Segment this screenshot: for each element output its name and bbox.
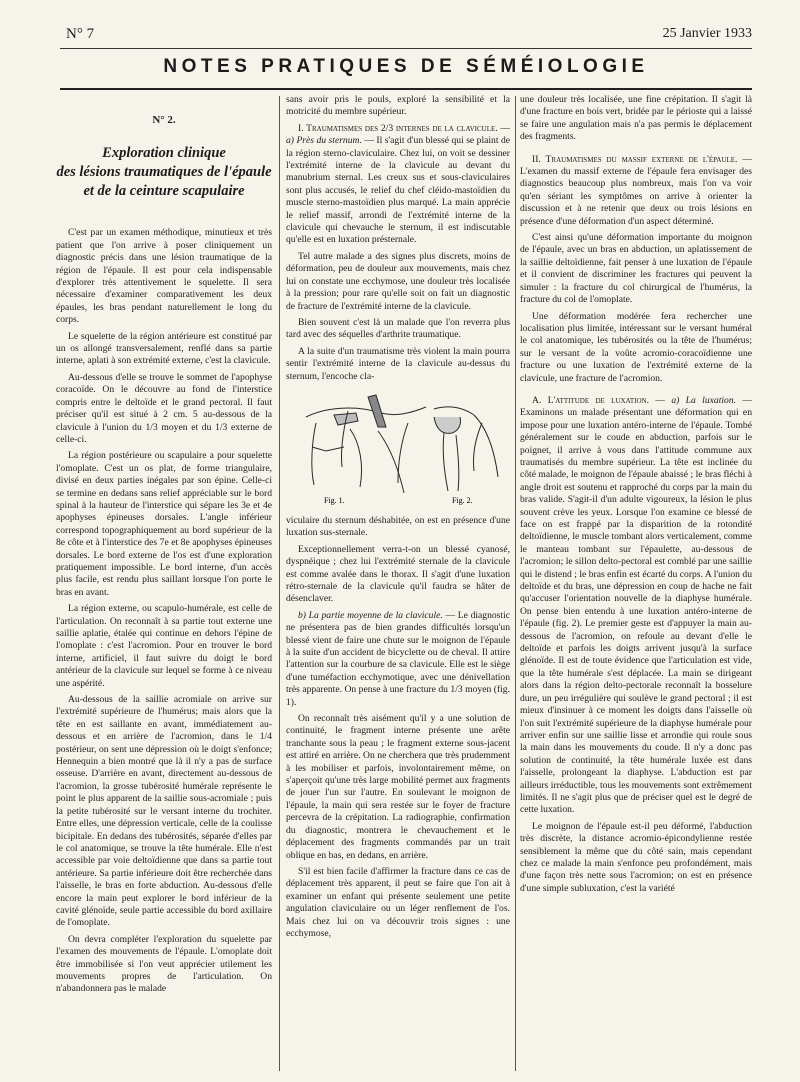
subsection-heading: b) La partie moyenne de la clavicule. — [298, 609, 443, 621]
section-paragraph: II. Traumatismes du massif externe de l'épaule. — L'examen du massif externe de l'épaule fera envisager des diagnostics beaucoup plus nombreux, mais l'on va voir qu'en sériant les symptômes on arrive à orienter la discussion et à ne retenir que deux ou trois lésions en présence d'une déformation d'un aspect déterminé. — [520, 153, 752, 227]
column-2 — [286, 94, 510, 1069]
paragraph: Au-dessous d'elle se trouve le sommet de l'apophyse coracoïde. On le découvre au fond de l'interstice compris entre le deltoïde et le grand pectoral. Il faut préciser qu'il est situé à 2 cm. 5 au-dessous de la clavicule à l'union du 1/3 moyen et du 1/3 externe de celle-ci. — [56, 371, 272, 445]
paragraph: La région postérieure ou scapulaire a pour squelette l'omoplate. C'est un os plat, de forme triangulaire, divisé en deux parties inégales par son épine. Celle-ci se termine en dedans sans relief appréciable sur le bord spinal à la hauteur de l'interstice qui sépare les 3e et 4e apophyses épineuses dorsales. L'angle inférieur correspond topographiquement au bord supérieur de la 8e côte et à l'interstice des 7e et 8e apophyses épineuses dorsales. Le bord externe de l'os est d'une exploration pratiquement impossible. Le bord interne, d'un accès plus facile, est rendu plus saillant lorsque l'on porte le bras en avant. — [56, 450, 272, 598]
paragraph: A la suite d'un traumatisme très violent la main pourra sentir l'extrémité interne de la clavicule au-dessus du sternum, l'encoche cla- — [286, 345, 510, 382]
paragraph: On devra compléter l'exploration du squelette par l'examen des mouvements de l'épaule. L'omoplate doit être immobilisée si l'on veut apprécier utilement les mouvements propres de l'articulation. On n'abandonnera pas le malade — [56, 933, 272, 995]
paragraph-text: Il s'agit d'un blessé qui se plaint de la région sterno-claviculaire. Chez lui, on voit se dessiner l'extrémité interne de la clavicule au devant du manubrium sternal. Les creux sus et sous-claviculaires sont plus accusés, le relief du chef cléido-mastoïdien du muscle sterno-mastoïdien plus marqué. La main apprécie le relief massif, arrondi de l'extrémité interne de la clavicule qui chevauche le sternum, il est indiscutable qu'elle est en luxation présternale. — [286, 135, 510, 246]
figure-1-drawing — [306, 395, 426, 493]
paragraph: On reconnaît très aisément qu'il y a une solution de continuité, le fragment interne présente une arête tranchante sous la peau ; le fragment externe sous-jacent est attiré en arrière. On ne cherchera que très prudemment à les mobiliser et parfois, involontairement même, on s'aperçoit qu'une très large mobilité permet aux fragments de jouer l'un sur l'autre. En soulevant le moignon de l'épaule, la main qui sera restée sur le foyer de fracture percevra de la crépitation. La radiographie, confirmation du diagnostic, montrera le chevauchement et le déplacement des fragments commandés par un trait oblique en bas, en dedans, en arrière. — [286, 713, 510, 861]
subsection-heading: a) La luxation. — [671, 394, 737, 406]
column-1 — [56, 94, 272, 1069]
paragraph: viculaire du sternum déshabitée, on est en présence d'une luxation sus-sternale. — [286, 514, 510, 539]
section-heading: A. L'attitude de luxation. — [532, 394, 649, 406]
section-paragraph: I. Traumatismes des 2/3 internes de la clavicule. — a) Près du sternum. — Il s'agit d'un blessé qui se plaint de la région sterno-claviculaire. Chez lui, on voit se dessiner l'extrémité interne de la clavicule au devant du manubrium sternal. Les creux sus et sous-claviculaires sont plus accusés, le relief du chef cléido-mastoïdien du muscle sterno-mastoïdien plus marqué. La main apprécie le relief massif, arrondi de l'extrémité interne de la clavicule qui chevauche le sternum, il est indiscutable qu'elle est en luxation présternale. — [286, 122, 510, 246]
paragraph: Bien souvent c'est là un malade que l'on reverra plus tard avec des séquelles d'arthrite traumatique. — [286, 316, 510, 341]
paragraph: une douleur très localisée, une fine crépitation. Il s'agit là d'une fracture en bois vert, bridée par le périoste qui a laissé se faire une angulation mais n'a pas permis le déplacement des fragments. — [520, 94, 752, 143]
column-divider — [279, 96, 280, 1071]
title-line: et de la ceinture scapulaire — [83, 183, 245, 200]
paragraph-text: L'examen du massif externe de l'épaule fera envisager des diagnostics beaucoup plus nombreux, mais l'on va voir qu'en sériant les symptômes on arrive à orienter la discussion et à ne retenir que deux ou trois lésions en présence d'une déformation d'un aspect déterminé. — [520, 166, 752, 227]
paragraph: C'est ainsi qu'une déformation importante du moignon de l'épaule, avec un bras en abduction, un aplatissement de la saillie deltoïdienne, fait penser à une luxation de l'épaule et il convient de discriminer les fractures qui peuvent la simuler : la fracture du col chirurgical de l'humérus, la fracture du col de l'omoplate. — [520, 232, 752, 306]
title-line: des lésions traumatiques de l'épaule — [56, 164, 272, 181]
header-rule — [60, 48, 752, 49]
article-title — [56, 144, 272, 201]
paragraph: Exceptionnellement verra-t-on un blessé cyanosé, dyspnéique ; chez lui l'extrémité sternale de la clavicule est comme avalée dans le thorax. Il s'agit d'une luxation rétro-sternale de la clavicule qu'il faudra se hâter de désenclaver. — [286, 543, 510, 605]
paragraph: Le squelette de la région antérieure est constitué par un os allongé transversalement, renflé dans sa partie interne, aplati à son extrémité externe, c'est la clavicule. — [56, 330, 272, 367]
section-paragraph: A. L'attitude de luxation. — a) La luxation. — Examinons un malade présentant une déformation qui en impose pour une luxation antéro-interne de l'épaule. Tombé généralement sur le coude en abduction, parfois sur le poignet, il arrive à vous dans l'attitude commune aux traumatisés du membre supérieur. La tête est inclinée du côté malade, le moignon de l'épaule abaissé ; le bras fléchi à angle droit est soutenu et rapproché du corps par la main du bras valide. S'agit-il d'un adulte vigoureux, la lésion le plus souvent crève les yeux. Lorsque l'on examine ce blessé de face on est frappé par la disparition de la rotondité deltoïdienne, le muscle tombant alors verticalement, comme le manteau tombant sur l'épaulette, au-dessous de l'acromion; le sillon delto-pectoral est comblé par une saillie qui le distend ; le bras enfin est écarté du corps. A l'union du deltoïde et du bras, une dépression en coup de hache ne fait qu'accuser l'orientation nouvelle de la diaphyse humérale. On pense bien entendu à une luxation antéro-interne de l'épaule (fig. 2). Le premier geste est d'appuyer la main au-dessous de l'acromion, on refoule au devant d'elle le deltoïde et parfois les doigts arrivent jusqu'à la surface glénoïde. Il est de toute évidence que l'articulation est vide, que la tête humérale s'est déplacée. La main se dirigeant alors dans la région delto-pectorale reconnaît la bosselure dure, un peu irrégulière qui soulève le grand pectoral ; il est mieux d'insinuer à ce moment les doigts dans l'aisselle où l'on suit l'extrémité supérieure de la diaphyse humérale pour arriver enfin sur une saillie lisse et arrondie qui roule sous la main dans les mouvements du coude. Il n'y a donc pas solution de continuité, la tête humérale luxée est dans l'aisselle, prolongeant la diaphyse. L'abduction est par ailleurs irréductible, tous les mouvements sont extrêmement limités. Il ne s'agit plus que de préciser quel est le degré de cette luxation. — [520, 394, 752, 816]
section-heading: II. Traumatismes du massif externe de l'épaule. — [532, 153, 738, 165]
section-banner: NOTES PRATIQUES DE SÉMÉIOLOGIE — [163, 56, 649, 77]
title-line: Exploration clinique — [102, 145, 226, 162]
section-paragraph: b) La partie moyenne de la clavicule. — Le diagnostic ne présentera pas de bien grandes difficultés lorsqu'un blessé vient de faire une chute sur le moignon de l'épaule à la suite d'un accident de bicyclette ou de cheval. Il attire l'attention sur la courbure de sa clavicule. Elle est le siège d'une tuméfaction ecchymotique, avec une dénivellation très apparente. On pense à une fracture du 1/3 moyen (fig. 1). — [286, 609, 510, 708]
issue-date: 25 Janvier 1933 — [662, 26, 752, 41]
subsection-heading: a) Près du sternum. — [286, 135, 362, 147]
paragraph: Au-dessous de la saillie acromiale on arrive sur l'extrémité supérieure de l'humérus; mais alors que la tête en est saillante en avant, immédiatement au-dessous et en arrière de l'acromion, dans le 1/4 postérieur, on sent une dépression où le doigt s'enfonce; Hennequin a bien montré que là il n'y a pas de surface osseuse. D'arrière en avant, directement au-dessous de l'acromion, la grosse tubérosité humérale représente le point le plus apparent de la saillie sous-acromiale ; puis la petite tubérosité sur le versant interne du trochiter. Entre elles, une dépression verticale, celle de la coulisse bicipitale. En dedans des tubérosités, séparée d'elles par le col anatomique, se trouve la tête humérale. Elle n'est accessible par voie deltoïdienne que dans sa partie tout antérieure. Sa partie inférieure doit être recherchée dans l'aisselle, le bras en forte abduction. Au-dessous d'elle encore la main peut explorer le bord inférieur de la cavité glénoïde, seule partie accessible du bord axillaire de l'omoplate. — [56, 694, 272, 929]
column-divider — [515, 96, 516, 1071]
paragraph: C'est par un examen méthodique, minutieux et très patient que l'on arrive à poser cliniquement un diagnostic précis dans une lésion traumatique de la région de l'épaule. Il est pour cela indispensable d'explorer très attentivement le squelette. Il sera nécessaire d'examiner comparativement les deux épaules, les bras pendant naturellement le long du corps. — [56, 227, 272, 326]
anatomy-figures — [286, 387, 510, 509]
paragraph-text: Le diagnostic ne présentera pas de bien grandes difficultés lorsqu'un blessé vient de faire une chute sur le moignon de l'épaule à la suite d'un accident de bicyclette ou de cheval. Il attire l'attention sur la courbure de sa clavicule. Elle est le siège d'une tuméfaction ecchymotique, avec une dénivellation très apparente. On pense à une fracture du 1/3 moyen (fig. 1). — [286, 609, 510, 708]
paragraph-text: Examinons un malade présentant une déformation qui en impose pour une luxation antéro-interne de l'épaule. Tombé généralement sur le coude en abduction, parfois sur le poignet, il arrive à vous dans l'attitude commune aux traumatisés du membre supérieur. La tête est inclinée du côté malade, le moignon de l'épaule abaissé ; le bras fléchi à angle droit est soutenu et rapproché du corps par la main du bras valide. S'agit-il d'un adulte vigoureux, la lésion le plus souvent crève les yeux. Lorsque l'on examine ce blessé de face on est frappé par la disparition de la rotondité deltoïdienne, le muscle tombant alors verticalement, comme le manteau tombant sur l'épaulette, au-dessous de l'acromion; le sillon delto-pectoral est comblé par une saillie qui le distend ; le bras enfin est écarté du corps. A l'union du deltoïde et du bras, une dépression en coup de hache ne fait qu'accuser l'orientation nouvelle de la diaphyse humérale. On pense bien entendu à une luxation antéro-interne de l'épaule (fig. 2). Le premier geste est d'appuyer la main au-dessous de l'acromion, on refoule au devant d'elle le deltoïde et parfois les doigts arrivent jusqu'à la surface glénoïde. Il est de toute évidence que l'articulation est vide, que la tête humérale s'est déplacée. La main se dirigeant alors dans la région delto-pectorale reconnaît la bosselure dure, un peu irrégulière qui soulève le grand pectoral ; il est mieux d'insinuer à ce moment les doigts dans l'aisselle où l'on suit l'extrémité supérieure de la diaphyse humérale pour arriver enfin sur une saillie lisse et arrondie qui roule sous la main dans les mouvements du coude. Il n'y a donc pas solution de continuité, la tête humérale luxée est dans l'aisselle, prolongeant la diaphyse. L'abduction est par ailleurs irréductible, tous les mouvements sont extrêmement limités. Il ne s'agit plus que de préciser quel est le degré de cette luxation. — [520, 407, 752, 816]
figure-2-drawing — [434, 407, 498, 491]
issue-number: N° 7 — [66, 26, 95, 42]
section-heading: I. Traumatismes des 2/3 internes de la clavicule. — [298, 122, 498, 134]
figure-2-caption: Fig. 2. — [452, 495, 473, 505]
paragraph: Une déformation modérée fera rechercher une localisation plus limitée, intéressant sur le versant huméral le col anatomique, les tubérosités ou la tête de l'humérus; sur le versant de la voûte acromio-coracoïdienne une fracture ou une luxation de l'extrémité externe de la clavicule, une fracture de l'acromion. — [520, 310, 752, 384]
column-3 — [520, 94, 752, 1069]
paragraph: S'il est bien facile d'affirmer la fracture dans ce cas de déplacement très apparent, il peut se faire que l'on ait à examiner un enfant qui présente seulement une petite angulation claviculaire ou un léger renflement de l'os. Mais chez lui on va découvrir trois signes : une ecchymose, — [286, 865, 510, 939]
banner-rule — [60, 88, 752, 90]
paragraph: La région externe, ou scapulo-humérale, est celle de l'articulation. On reconnaît à sa partie tout externe une saillie aplatie, étalée qui continue en dehors l'épine de l'omoplate : c'est l'acromion. Pour en trouver le bord interne, artificiel, il faut suivre du doigt le bord antérieur de la clavicule sur lequel se forme à ce niveau une aspérité. — [56, 603, 272, 689]
figure-1-caption: Fig. 1. — [324, 495, 345, 505]
article-number: N° 2. — [152, 114, 176, 126]
paragraph: Le moignon de l'épaule est-il peu déformé, l'abduction très discrète, la distance acromio-épicondylienne restée sensiblement la même que du côté sain, mais cependant chez ce malade la main s'enfonce peu profondément, mais d'une façon très nette sous l'acromion; on est en présence d'une simple subluxation, c'est la variété — [520, 820, 752, 894]
paragraph: Tel autre malade a des signes plus discrets, moins de déformation, peu de douleur aux mouvements, mais chez lui on constate une ecchymose, une douleur très localisée à la pression; pour rare qu'elle soit on fait un diagnostic de fracture de l'extrémité interne de la clavicule. — [286, 250, 510, 312]
paragraph: sans avoir pris le pouls, exploré la sensibilité et la motricité du membre supérieur. — [286, 94, 510, 118]
